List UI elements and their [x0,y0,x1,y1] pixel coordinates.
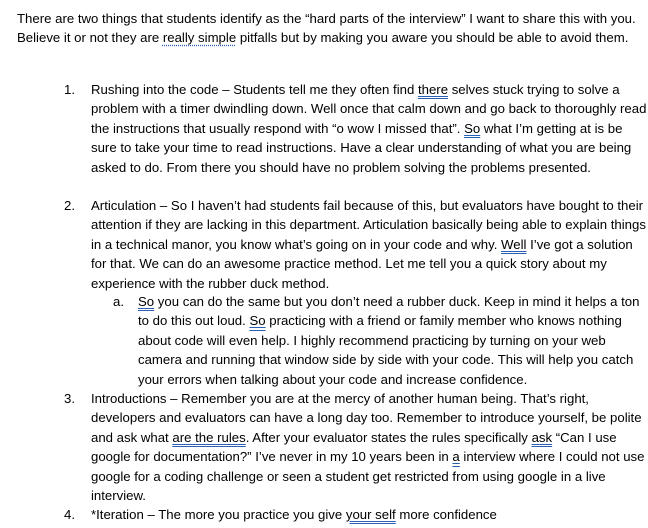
list-number-3: 3. [64,391,75,406]
list-item-2 [64,196,648,293]
list-number-4: 4. [64,507,75,522]
sub-list-letter-a: a. [113,294,124,309]
proofing-mark-really-simple: really simple [162,30,237,46]
intro-text-part-1: There are two things that students identify as the “hard parts of the interview” I want to share this with you. Believe it or not they are [17,11,636,46]
list-item-4-text-1: *Iteration – The more you practice you give [91,507,346,522]
proofing-mark-are-the-rules: are the rules [172,429,246,445]
intro-paragraph [17,9,637,48]
list-item-1-text-2: selves stuck trying to solve a problem with a timer dwindling down. Well once that calm down and go back to thoroughly read the instructions that usually respond with “o wow I missed that”. [91,82,647,136]
list-item-4-text-2: more confidence [395,507,497,522]
proofing-mark-ask: ask [531,429,553,445]
list-item-1-text-3: what I’m getting at is be sure to take your time to read instructions. Have a clear understanding of what you are being asked to do. From there you should have no problem solving the problems presented. [91,120,632,175]
intro-text-part-2: pitfalls but by making you aware you should be able to avoid them. [236,30,629,46]
list-item-3 [64,389,648,505]
proofing-mark-your-self: your self [345,507,396,522]
proofing-mark-there: there [417,82,449,97]
list-item-1-text-1: Rushing into the code – Students tell me they often find [91,82,418,97]
list-item-1 [64,80,648,177]
list-number-1: 1. [64,82,75,97]
list-item-3-text-3: “Can I use google for documentation?” I’ve never in my 10 years been in [91,429,617,465]
sub-item-text-1: you can do the same but you don’t need a rubber duck. Keep in mind it helps a ton to do this out loud. [138,294,640,329]
proofing-mark-well: Well [501,236,527,252]
sub-list-item-a [113,292,648,389]
list-item-3-text-1: Introductions – Remember you are at the mercy of another human being. That’s right, developers and evaluators can have a long day too. Remember to introduce yourself, be polite and ask what [91,391,642,445]
list-item-4 [64,505,648,524]
proofing-mark-so-sub-1: So [138,294,155,309]
proofing-mark-so: So [464,120,481,136]
proofing-mark-a: a [452,449,460,465]
sub-item-text-2: practicing with a friend or family member who knows nothing about code will even help. I highly recommend practicing by turning on your web camera and running that window side by side with your code. This will help you catch your errors when talking about your code and increase confidence. [138,313,634,387]
list-item-3-text-4: interview where I could not use google for a coding challenge or seen a student get restricted from using google in a live interview. [91,449,645,504]
proofing-mark-so-sub-2: So [249,313,266,329]
list-item-3-text-2: . After your evaluator states the rules specifically [245,429,532,445]
list-item-2-text-1: Articulation – So I haven’t had students fail because of this, but evaluators have bought to their attention if they are lacking in this department. Articulation basically being able to explain things in a technical manor, you know what’s going on in your code and why. [91,198,646,252]
list-number-2: 2. [64,198,75,213]
list-item-2-text-2: I’ve got a solution for that. We can do an awesome practice method. Let me tell you a quick story about my experience with the rubber duck method. [91,236,633,291]
